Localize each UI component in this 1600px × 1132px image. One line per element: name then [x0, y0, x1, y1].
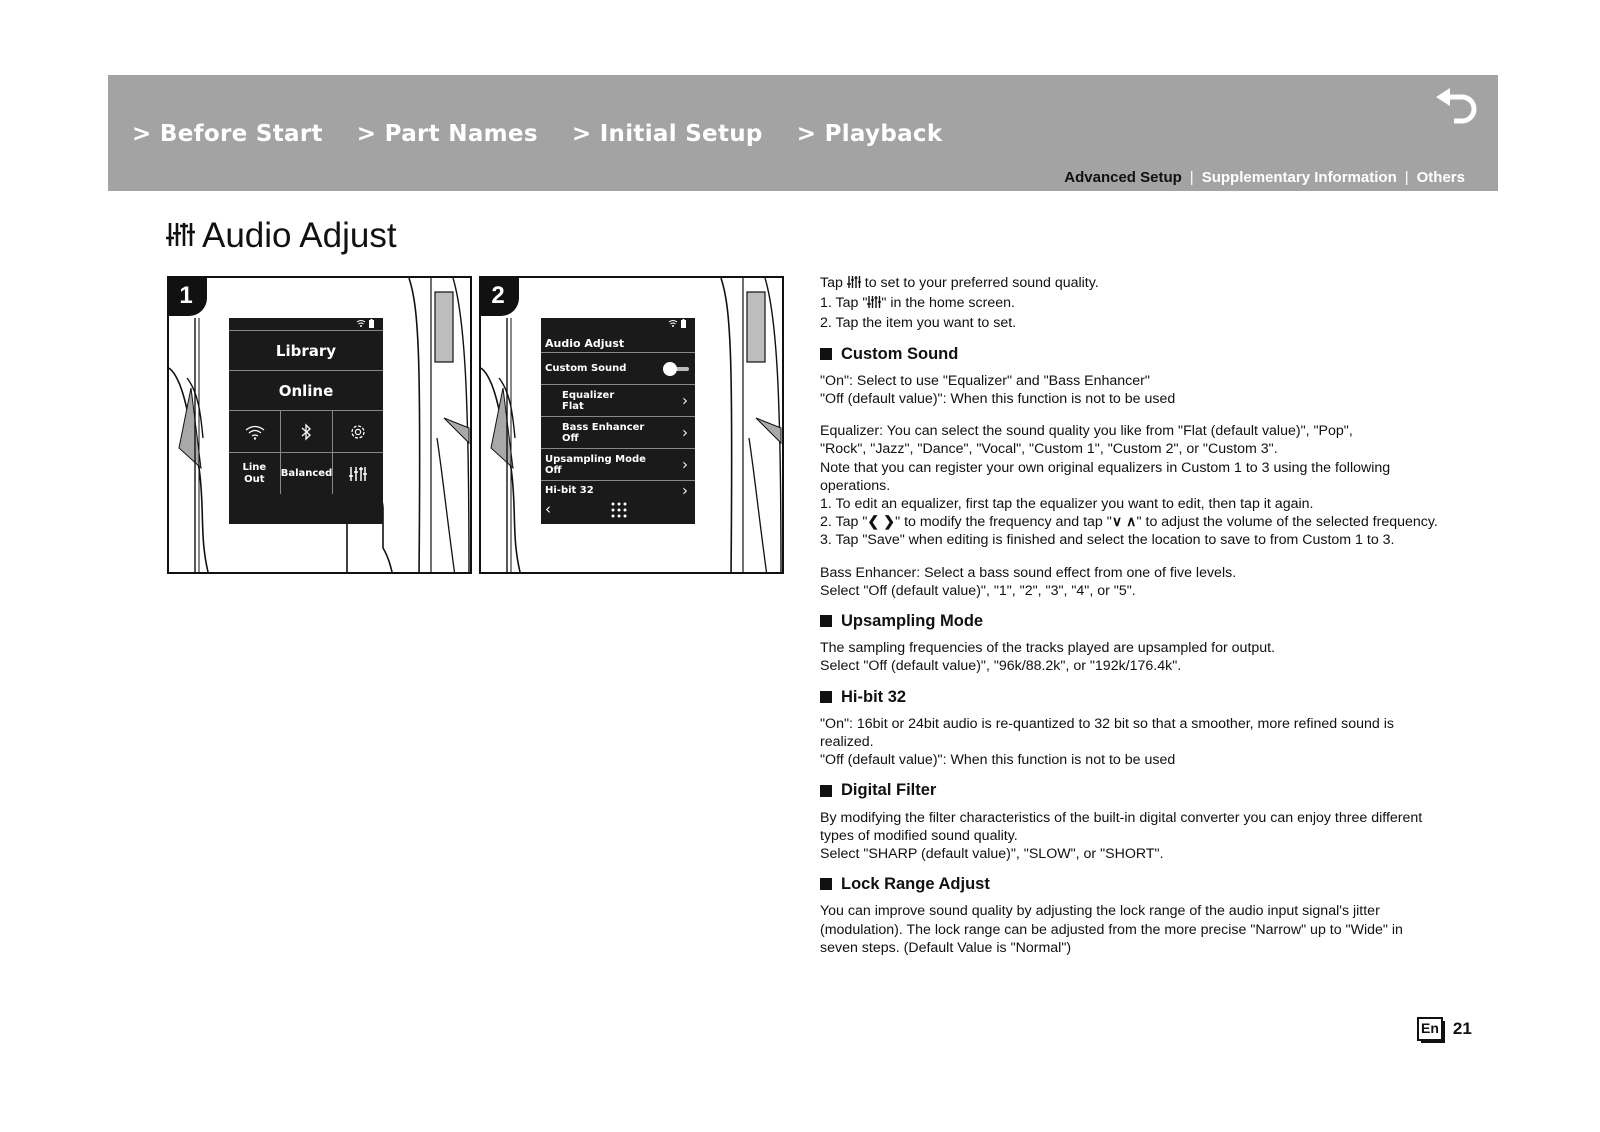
nav-playback[interactable]: > Playback [796, 121, 943, 147]
custom-sound-row[interactable] [541, 352, 695, 384]
output-row [229, 452, 383, 494]
custom-sound-label: Custom Sound [545, 363, 627, 374]
intro-text: to set to your preferred sound quality. [860, 275, 1099, 291]
heading-text: Upsampling Mode [841, 612, 984, 631]
settings-gear-icon[interactable] [332, 411, 383, 452]
upsampling-mode-label: Upsampling Mode [545, 453, 646, 465]
subnav-separator: | [1189, 169, 1194, 186]
language-badge: En [1417, 1017, 1443, 1041]
digital-filter-desc-1: By modifying the filter characteristics of the built-in digital converter you can enjoy three different types of modified sound quality. [820, 809, 1423, 844]
custom-sound-on: "On": Select to use "Equalizer" and "Bass Enhancer" [820, 372, 1150, 389]
subnav-others[interactable]: Others [1416, 169, 1465, 186]
chevron-right-icon: › [682, 455, 688, 473]
heading-text: Custom Sound [841, 344, 959, 363]
equalizer-desc-1: Equalizer: You can select the sound quality you like from "Flat (default value)", "Pop", [820, 423, 1353, 440]
heading-text: Digital Filter [841, 781, 937, 800]
equalizer-desc-2: "Rock", "Jazz", "Dance", "Vocal", "Custom 1", "Custom 2", or "Custom 3". [820, 441, 1278, 458]
equalizer-row[interactable] [541, 384, 695, 416]
page-title [166, 216, 397, 256]
bluetooth-icon[interactable] [280, 411, 331, 452]
intro-step-1 [820, 294, 1440, 314]
step-text: 2. Tap " [820, 514, 868, 531]
subnav-supplementary-information[interactable]: Supplementary Information [1201, 169, 1397, 186]
line-out-tile[interactable] [229, 453, 280, 494]
return-arrow-icon[interactable] [1434, 87, 1480, 127]
step-text: 1. Tap " [820, 295, 868, 312]
square-bullet-icon [820, 348, 832, 360]
nav-part-names[interactable]: > Part Names [356, 121, 538, 147]
chevron-right-icon: › [682, 481, 688, 499]
upsampling-mode-row[interactable] [541, 448, 695, 480]
wifi-icon[interactable] [229, 411, 280, 452]
heading-text: Hi-bit 32 [841, 687, 907, 706]
audio-adjust-sliders-icon [847, 275, 861, 294]
digital-filter-heading [820, 781, 1440, 799]
chevron-right-icon: › [682, 423, 688, 441]
line-out-label-2: Out [244, 473, 265, 485]
figure-number: 2 [481, 278, 519, 316]
step-text: " in the home screen. [881, 295, 1015, 312]
step-text: " to adjust the volume of the selected frequency. [1136, 514, 1438, 531]
hibit-desc-2: "Off (default value)": When this function is not to be used [820, 752, 1176, 769]
screen-title: Audio Adjust [545, 337, 625, 350]
hibit-heading [820, 688, 1440, 706]
figure-number: 1 [169, 278, 207, 316]
wifi-battery-icon [667, 319, 689, 330]
upsampling-mode-value: Off [545, 464, 562, 476]
bass-enhancer-desc-1: Bass Enhancer: Select a bass sound effect from one of five levels. [820, 564, 1237, 581]
chevron-left-icon[interactable]: ‹ [545, 500, 551, 518]
library-tile[interactable]: Library [229, 330, 383, 370]
square-bullet-icon [820, 878, 832, 890]
digital-filter-desc-2: Select "SHARP (default value)", "SLOW", or "SHORT". [820, 846, 1164, 863]
custom-sound-heading [820, 345, 1440, 363]
quick-settings-row [229, 410, 383, 452]
main-nav [132, 121, 942, 147]
equalizer-value: Flat [562, 400, 584, 412]
bass-enhancer-value: Off [562, 432, 579, 444]
page-number: 21 [1452, 1019, 1472, 1038]
wifi-battery-icon [355, 319, 377, 330]
custom-sound-toggle[interactable] [663, 364, 689, 374]
step-text: " to modify the frequency and tap " [895, 514, 1112, 531]
audio-adjust-sliders-icon[interactable] [332, 453, 383, 494]
eq-step-2 [820, 513, 1440, 531]
title-text: Audio Adjust [202, 216, 397, 255]
figure-step-1 [167, 276, 472, 574]
device-screen-audio-adjust [541, 318, 695, 524]
chevron-right-icon: › [682, 391, 688, 409]
square-bullet-icon [820, 691, 832, 703]
heading-text: Lock Range Adjust [841, 875, 990, 894]
audio-adjust-sliders-icon [166, 219, 196, 254]
audio-adjust-sliders-icon [867, 295, 881, 314]
upsampling-heading [820, 612, 1440, 630]
equalizer-note: Note that you can register your own original equalizers in Custom 1 to 3 using the following operations. [820, 459, 1391, 494]
custom-sound-off: "Off (default value)": When this function is not to be used [820, 391, 1176, 408]
intro-line [820, 274, 1440, 294]
hibit-32-label: Hi-bit 32 [545, 485, 594, 496]
screen-bottom-bar [541, 500, 695, 524]
equalizer-label: Equalizer [562, 389, 615, 401]
hibit-desc-1: "On": 16bit or 24bit audio is re-quantized to 32 bit so that a smoother, more refined sound is realized. [820, 715, 1394, 751]
status-bar [229, 318, 383, 330]
status-bar [541, 318, 695, 330]
bass-enhancer-desc-2: Select "Off (default value)", "1", "2", "3", "4", or "5". [820, 582, 1136, 599]
bass-enhancer-row[interactable] [541, 416, 695, 448]
lock-range-heading [820, 875, 1440, 893]
device-screen-home [229, 318, 383, 524]
hibit-32-row[interactable] [541, 480, 695, 500]
upsampling-desc-2: Select "Off (default value)", "96k/88.2k", or "192k/176.4k". [820, 658, 1182, 675]
page-footer [1417, 1017, 1472, 1041]
online-tile[interactable]: Online [229, 370, 383, 410]
bass-enhancer-label: Bass Enhancer [562, 421, 645, 433]
subnav-advanced-setup[interactable]: Advanced Setup [1064, 169, 1182, 186]
eq-step-3: 3. Tap "Save" when editing is finished and select the location to save to from Custom 1 to 3. [820, 532, 1395, 549]
header-bar [108, 75, 1498, 191]
instructions-column [820, 274, 1440, 957]
chevron-down-up-icon: ∨ ∧ [1111, 514, 1137, 531]
subnav-separator: | [1404, 169, 1409, 186]
figure-step-2 [479, 276, 784, 574]
grid-menu-icon[interactable] [611, 502, 627, 522]
nav-before-start[interactable]: > Before Start [132, 121, 323, 147]
sub-nav [1064, 169, 1465, 186]
intro-step-2: 2. Tap the item you want to set. [820, 315, 1017, 332]
line-out-label-1: Line [242, 461, 267, 473]
intro-text: Tap [820, 275, 847, 291]
eq-step-1: 1. To edit an equalizer, first tap the equalizer you want to edit, then tap it again. [820, 496, 1314, 513]
square-bullet-icon [820, 615, 832, 627]
square-bullet-icon [820, 785, 832, 797]
upsampling-desc-1: The sampling frequencies of the tracks played are upsampled for output. [820, 640, 1276, 657]
nav-initial-setup[interactable]: > Initial Setup [571, 121, 763, 147]
balanced-tile[interactable]: Balanced [280, 453, 333, 494]
chevron-left-right-icon: ❮ ❯ [867, 514, 896, 531]
lock-range-desc: You can improve sound quality by adjusting the lock range of the audio input signal's jitter (modulation). The lock range can be adjusted from the more precise "Narrow" up to "Wide" in seven steps. (Default Value is "Normal") [820, 903, 1403, 956]
